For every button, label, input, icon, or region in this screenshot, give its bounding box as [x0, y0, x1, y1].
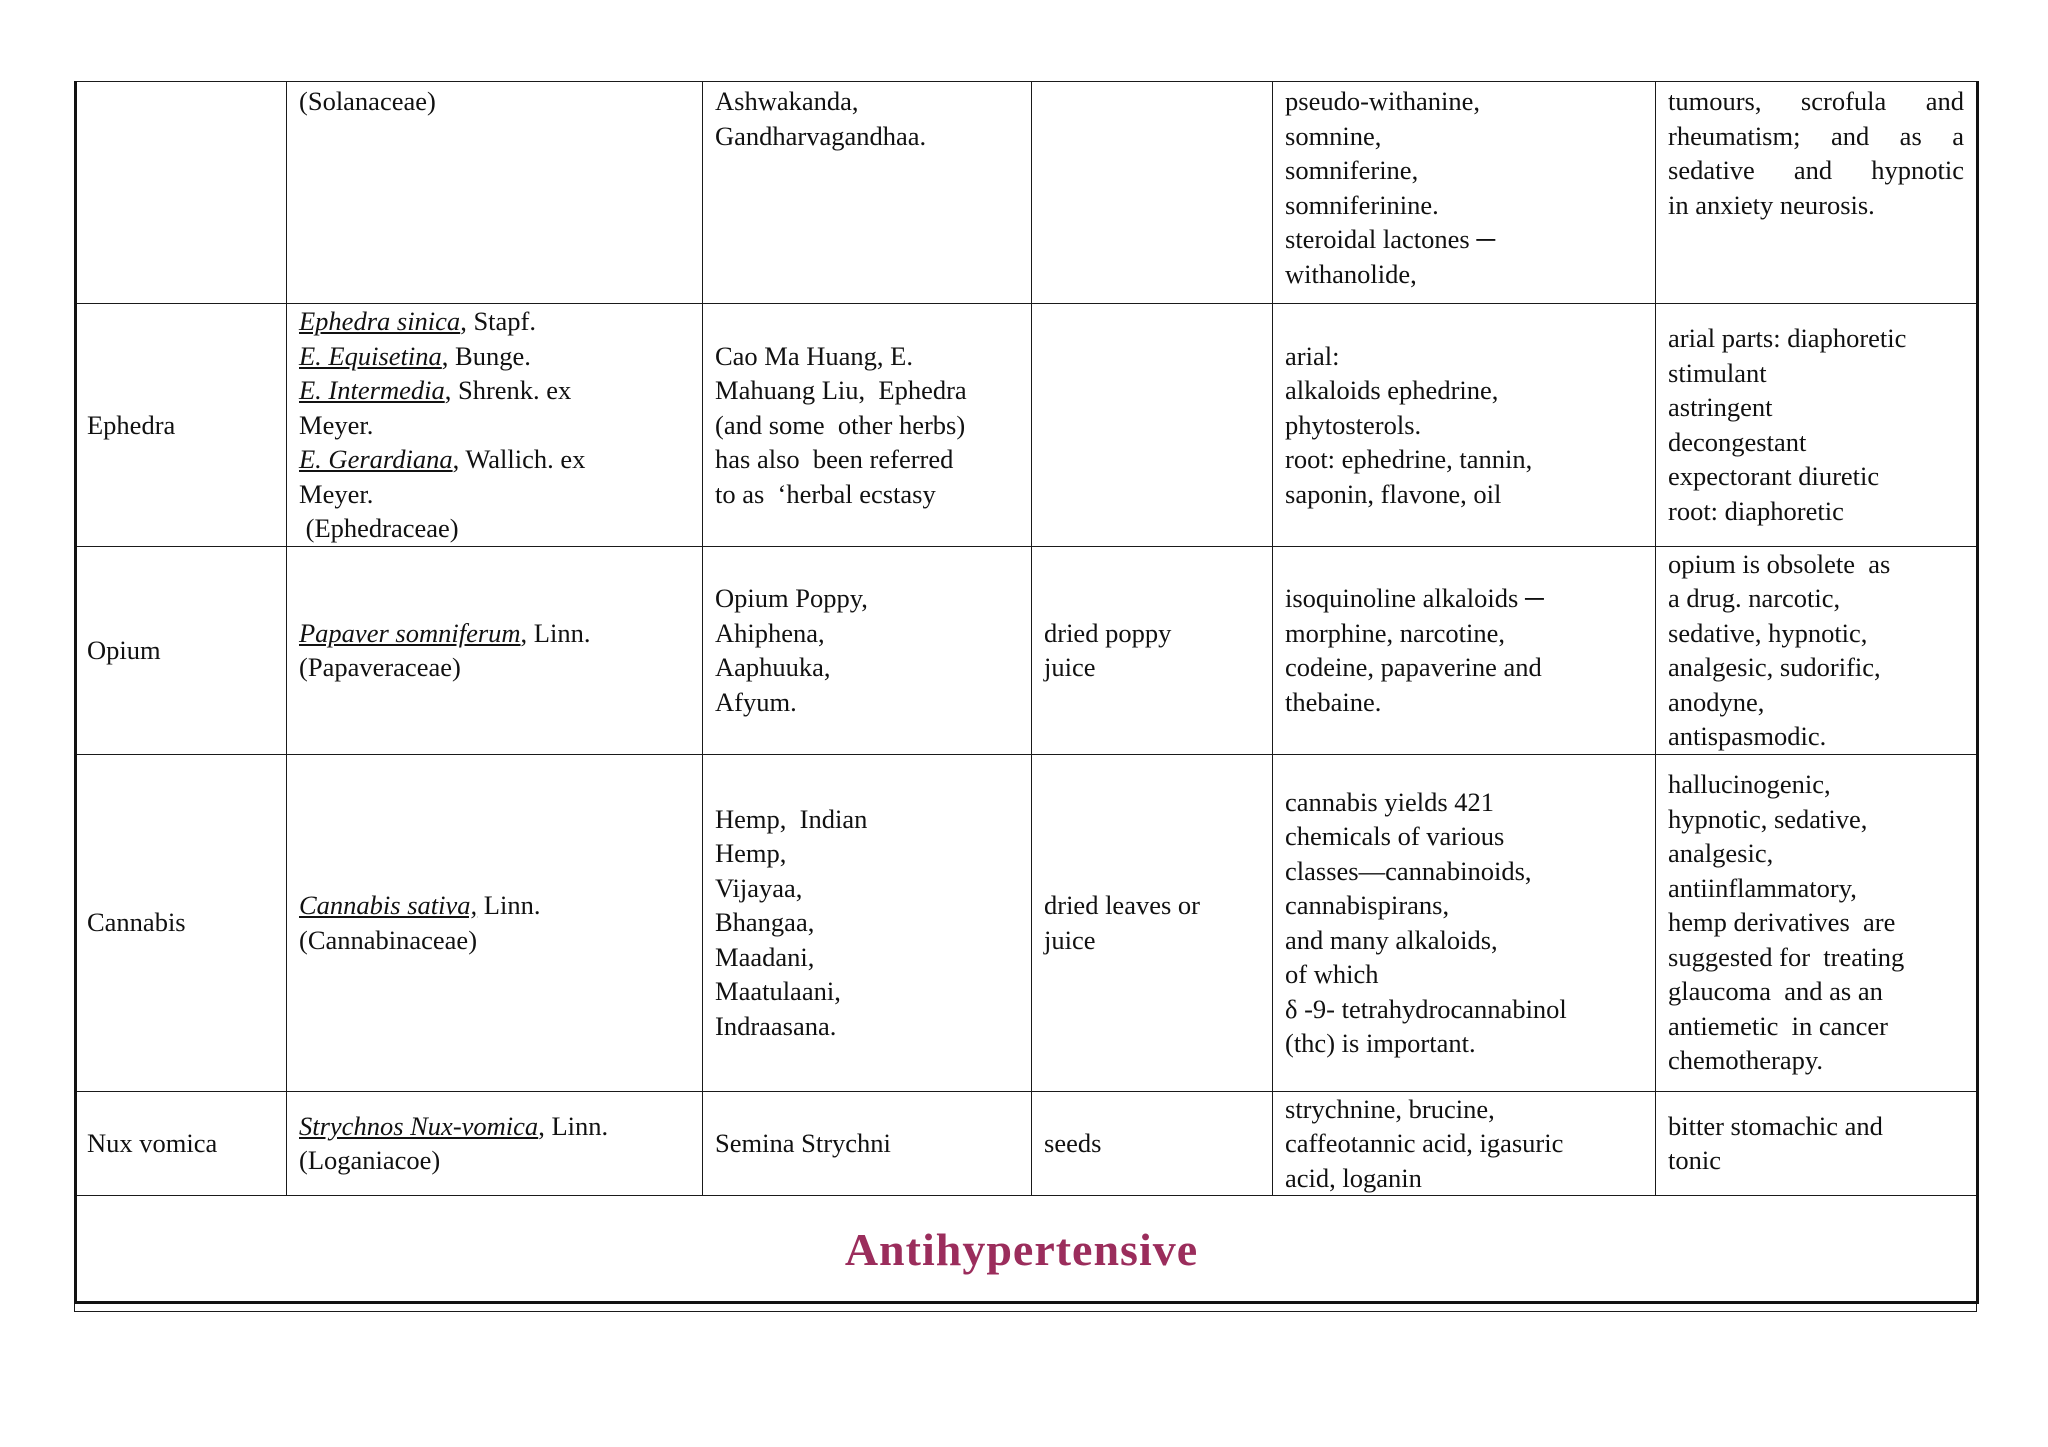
scientific-name: Strychnos Nux-vomica: [299, 1110, 539, 1141]
botanical-line: [299, 84, 690, 119]
common-name-cell: [75, 754, 287, 1091]
other-names-line: (and some other herbs): [715, 409, 966, 440]
table-row: [75, 82, 1977, 304]
botanical-suffix: , Linn.: [538, 1110, 609, 1141]
uses-line: suggested for treating: [1668, 941, 1905, 972]
constituents-line: saponin, flavone, oil: [1285, 478, 1502, 509]
constituents-cell: [1273, 82, 1656, 304]
botanical-line: [299, 1143, 690, 1178]
botanical-suffix: (Loganiacoe): [299, 1145, 441, 1176]
common-name-cell: [75, 546, 287, 754]
other-names-line: Mahuang Liu, Ephedra: [715, 375, 967, 405]
botanical-line: [299, 408, 690, 443]
uses-line: a drug. narcotic,: [1668, 583, 1841, 613]
botanical-line: [299, 923, 690, 958]
other-names-line: Bhangaa,: [715, 907, 815, 938]
other-names-line: to as ‘herbal ecstasy: [715, 478, 936, 509]
common-name-text: Cannabis: [87, 907, 186, 938]
constituents-line: somniferine,: [1285, 155, 1419, 185]
scientific-name: Ephedra sinica: [299, 306, 461, 336]
common-name-text: Ephedra: [87, 409, 176, 440]
part-used-line: juice: [1044, 652, 1096, 682]
botanical-line: [299, 511, 690, 546]
constituents-cell: [1273, 304, 1656, 547]
botanical-name-cell: [287, 1091, 703, 1196]
constituents-line: steroidal lactones ─: [1285, 224, 1496, 254]
botanical-suffix: Meyer.: [299, 478, 374, 509]
part-used-cell: [1032, 1091, 1273, 1196]
constituents-cell: [1273, 546, 1656, 754]
botanical-name-cell: [287, 82, 703, 304]
uses-line: analgesic, sudorific,: [1668, 652, 1881, 682]
botanical-line: [299, 304, 690, 339]
botanical-line: [299, 650, 690, 685]
constituents-cell: [1273, 754, 1656, 1091]
constituents-line: cannabispirans,: [1285, 890, 1450, 920]
botanical-line: [299, 888, 690, 923]
botanical-name-cell: [287, 546, 703, 754]
uses-line: stimulant: [1668, 357, 1767, 388]
uses-line: sedative and hypnotic: [1668, 155, 1964, 185]
table-row: [75, 546, 1977, 754]
botanical-suffix: , Linn.: [520, 617, 591, 648]
uses-line: tumours, scrofula and: [1668, 86, 1964, 116]
botanical-line: [299, 1109, 690, 1144]
uses-line: chemotherapy.: [1668, 1045, 1824, 1076]
uses-line: antispasmodic.: [1668, 721, 1827, 751]
constituents-line: chemicals of various: [1285, 821, 1505, 851]
common-name-text: Opium: [87, 634, 161, 665]
other-names-cell: [703, 1091, 1032, 1196]
uses-line: bitter stomachic and: [1668, 1110, 1883, 1141]
scientific-name: E. Gerardiana: [299, 444, 453, 474]
other-names-line: Aaphuuka,: [715, 652, 831, 682]
part-used-line: seeds: [1044, 1128, 1102, 1158]
constituents-line: morphine, narcotine,: [1285, 617, 1506, 648]
botanical-suffix: (Solanaceae): [299, 86, 436, 116]
part-used-cell: [1032, 546, 1273, 754]
constituents-line: somniferinine.: [1285, 189, 1439, 220]
uses-line: in anxiety neurosis.: [1668, 189, 1875, 220]
constituents-cell: [1273, 1091, 1656, 1196]
uses-line: anodyne,: [1668, 686, 1765, 717]
botanical-suffix: (Cannabinaceae): [299, 924, 478, 955]
other-names-line: Maatulaani,: [715, 976, 841, 1007]
constituents-line: acid, loganin: [1285, 1162, 1422, 1193]
section-heading-cell: [75, 1196, 1977, 1312]
other-names-line: Hemp, Indian: [715, 803, 868, 834]
uses-line: glaucoma and as an: [1668, 976, 1883, 1007]
constituents-line: caffeotannic acid, igasuric: [1285, 1128, 1564, 1158]
botanical-name-cell: [287, 754, 703, 1091]
constituents-line: cannabis yields 421: [1285, 786, 1495, 817]
part-used-cell: [1032, 304, 1273, 547]
other-names-cell: [703, 754, 1032, 1091]
constituents-line: root: ephedrine, tannin,: [1285, 444, 1533, 474]
section-heading-row: [75, 1196, 1977, 1312]
other-names-cell: [703, 304, 1032, 547]
constituents-line: phytosterols.: [1285, 409, 1422, 440]
constituents-line: isoquinoline alkaloids ─: [1285, 583, 1544, 613]
uses-cell: [1656, 754, 1977, 1091]
other-names-line: Afyum.: [715, 686, 797, 717]
table-row: [75, 304, 1977, 547]
other-names-line: Indraasana.: [715, 1010, 837, 1041]
botanical-suffix: , Bunge.: [441, 340, 531, 371]
part-used-cell: [1032, 82, 1273, 304]
part-used-line: juice: [1044, 924, 1096, 955]
other-names-line: Ashwakanda,: [715, 86, 859, 116]
botanical-line: [299, 339, 690, 374]
uses-line: sedative, hypnotic,: [1668, 617, 1868, 648]
other-names-line: Maadani,: [715, 941, 815, 972]
scientific-name: Papaver somniferum: [299, 617, 521, 648]
botanical-line: [299, 477, 690, 512]
uses-line: antiinflammatory,: [1668, 872, 1857, 903]
botanical-line: [299, 442, 690, 477]
constituents-line: of which: [1285, 959, 1379, 989]
botanical-suffix: (Ephedraceae): [299, 513, 459, 543]
other-names-cell: [703, 82, 1032, 304]
constituents-line: somnine,: [1285, 120, 1382, 151]
uses-line: tonic: [1668, 1145, 1721, 1176]
table-row: [75, 1091, 1977, 1196]
other-names-line: Opium Poppy,: [715, 583, 868, 613]
uses-line: hemp derivatives are: [1668, 907, 1896, 938]
constituents-line: and many alkaloids,: [1285, 924, 1498, 955]
uses-line: analgesic,: [1668, 838, 1774, 869]
constituents-line: codeine, papaverine and: [1285, 652, 1542, 682]
botanical-suffix: Meyer.: [299, 409, 374, 440]
scientific-name: E. Equisetina: [299, 340, 442, 371]
constituents-line: classes—cannabinoids,: [1285, 855, 1532, 886]
part-used-line: dried leaves or: [1044, 890, 1200, 920]
other-names-line: Hemp,: [715, 838, 787, 869]
constituents-line: δ -9- tetrahydrocannabinol: [1285, 993, 1567, 1024]
section-heading: Antihypertensive: [844, 1224, 1199, 1276]
uses-line: rheumatism; and as a: [1668, 120, 1964, 151]
scientific-name: E. Intermedia: [299, 375, 445, 405]
constituents-line: strychnine, brucine,: [1285, 1093, 1495, 1124]
common-name-cell: [75, 1091, 287, 1196]
other-names-line: Semina Strychni: [715, 1128, 891, 1158]
constituents-line: arial:: [1285, 340, 1340, 371]
uses-line: root: diaphoretic: [1668, 495, 1844, 526]
part-used-cell: [1032, 754, 1273, 1091]
uses-line: astringent: [1668, 392, 1773, 423]
other-names-line: has also been referred: [715, 444, 954, 474]
botanical-suffix: , Stapf.: [460, 306, 536, 336]
uses-line: hypnotic, sedative,: [1668, 803, 1868, 834]
common-name-cell: [75, 82, 287, 304]
herb-table: [74, 81, 1977, 1312]
botanical-suffix: (Papaveraceae): [299, 652, 461, 682]
other-names-cell: [703, 546, 1032, 754]
scientific-name: Cannabis sativa,: [299, 890, 478, 920]
botanical-suffix: Linn.: [477, 890, 541, 920]
other-names-line: Cao Ma Huang, E.: [715, 340, 913, 371]
botanical-name-cell: [287, 304, 703, 547]
constituents-line: thebaine.: [1285, 686, 1382, 717]
constituents-line: alkaloids ephedrine,: [1285, 375, 1499, 405]
part-used-line: dried poppy: [1044, 617, 1172, 648]
uses-line: expectorant diuretic: [1668, 461, 1880, 492]
table-body: [75, 82, 1977, 1312]
botanical-suffix: , Shrenk. ex: [444, 375, 572, 405]
constituents-line: pseudo-withanine,: [1285, 86, 1481, 116]
common-name-cell: [75, 304, 287, 547]
other-names-line: Gandharvagandhaa.: [715, 120, 927, 151]
botanical-suffix: , Wallich. ex: [452, 444, 586, 474]
botanical-line: [299, 373, 690, 408]
table-row: [75, 754, 1977, 1091]
uses-cell: [1656, 546, 1977, 754]
uses-line: antiemetic in cancer: [1668, 1010, 1888, 1041]
uses-line: arial parts: diaphoretic: [1668, 323, 1907, 354]
uses-cell: [1656, 82, 1977, 304]
constituents-line: withanolide,: [1285, 258, 1417, 289]
other-names-line: Vijayaa,: [715, 872, 803, 903]
botanical-line: [299, 616, 690, 651]
uses-line: decongestant: [1668, 426, 1807, 457]
uses-cell: [1656, 304, 1977, 547]
other-names-line: Ahiphena,: [715, 617, 825, 648]
uses-line: hallucinogenic,: [1668, 769, 1831, 800]
common-name-text: Nux vomica: [87, 1128, 218, 1158]
uses-line: opium is obsolete as: [1668, 548, 1891, 579]
uses-cell: [1656, 1091, 1977, 1196]
constituents-line: (thc) is important.: [1285, 1028, 1476, 1058]
